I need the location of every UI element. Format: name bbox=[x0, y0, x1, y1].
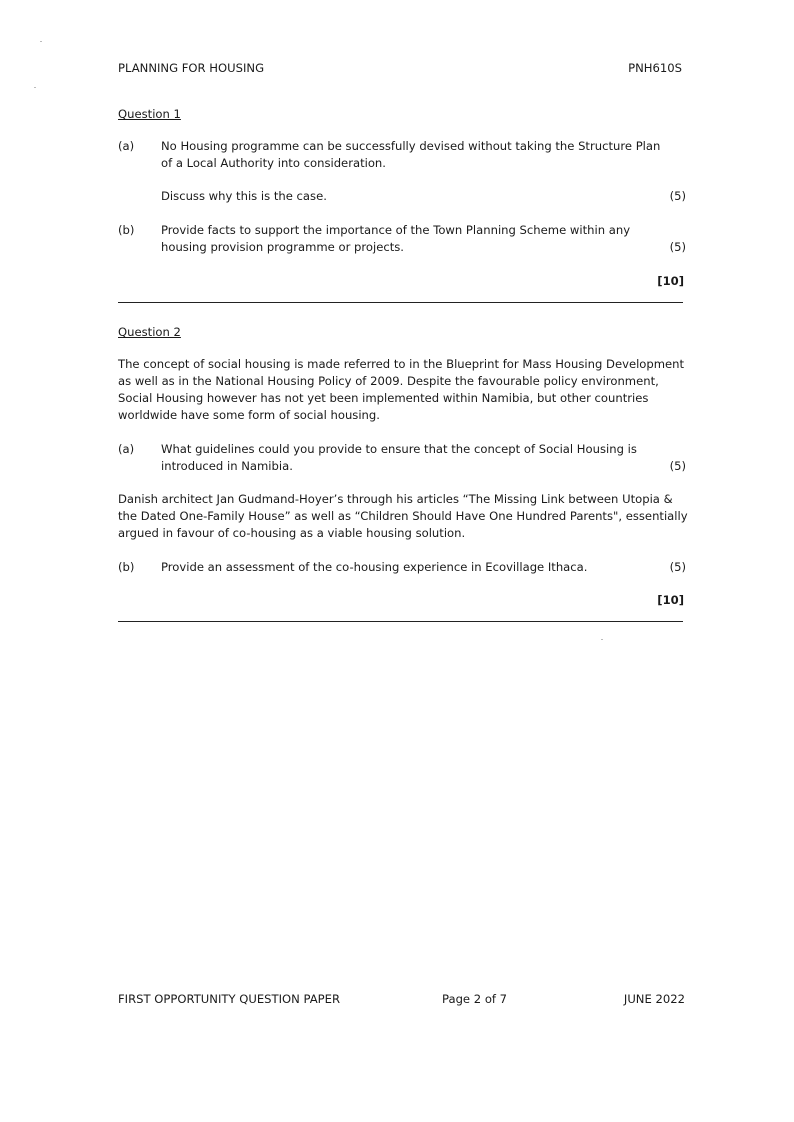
item-label: (a) bbox=[118, 139, 135, 153]
item-marks: (5) bbox=[669, 560, 686, 574]
question-1b bbox=[118, 222, 686, 258]
item-marks: (5) bbox=[669, 240, 686, 254]
item-marks: (5) bbox=[669, 189, 686, 203]
item-text: What guidelines could you provide to ensure that the concept of Social Housing is introduced in Namibia. bbox=[161, 442, 637, 473]
item-text: No Housing programme can be successfully devised without taking the Structure Plan of a Local Authority into consideration. bbox=[161, 139, 661, 170]
scan-speck bbox=[40, 41, 42, 42]
item-text: Provide facts to support the importance of the Town Planning Scheme within any housing provision programme or projects. bbox=[161, 223, 631, 254]
item-text: Provide an assessment of the co-housing experience in Ecovillage Ithaca. bbox=[161, 560, 588, 574]
question-2-total: [10] bbox=[657, 593, 684, 607]
item-label: (a) bbox=[118, 442, 135, 456]
course-code: PNH610S bbox=[628, 61, 682, 75]
section-divider bbox=[118, 302, 683, 303]
scan-speck bbox=[34, 87, 36, 88]
course-title: PLANNING FOR HOUSING bbox=[118, 61, 265, 75]
item-instruction: Discuss why this is the case. bbox=[161, 189, 327, 203]
footer-paper-type: FIRST OPPORTUNITY QUESTION PAPER bbox=[118, 992, 341, 1006]
question-2-context: Danish architect Jan Gudmand-Hoyer’s through his articles “The Missing Link between Utopia & the Dated One-Family House” as well as “Children Should Have One Hundred Parents", essentially argued in favour of co-housing as a viable housing solution. bbox=[118, 492, 688, 540]
question-1-heading: Question 1 bbox=[118, 107, 181, 121]
item-label: (b) bbox=[118, 223, 135, 237]
item-label: (b) bbox=[118, 560, 135, 574]
item-marks: (5) bbox=[669, 459, 686, 473]
footer-date: JUNE 2022 bbox=[623, 992, 685, 1006]
section-divider bbox=[118, 621, 683, 622]
question-2a bbox=[118, 441, 686, 477]
question-2b bbox=[118, 559, 686, 577]
footer-page-number: Page 2 of 7 bbox=[442, 992, 508, 1006]
question-2-heading: Question 2 bbox=[118, 325, 181, 339]
question-2-intro: The concept of social housing is made referred to in the Blueprint for Mass Housing Development as well as in the National Housing Policy of 2009. Despite the favourable policy environment, Social Housing however has not yet been implemented within Namibia, but other countries worldwide have some form of social housing. bbox=[118, 357, 685, 422]
scan-speck bbox=[601, 639, 603, 640]
question-1a bbox=[118, 138, 686, 206]
question-1-total: [10] bbox=[657, 274, 684, 288]
